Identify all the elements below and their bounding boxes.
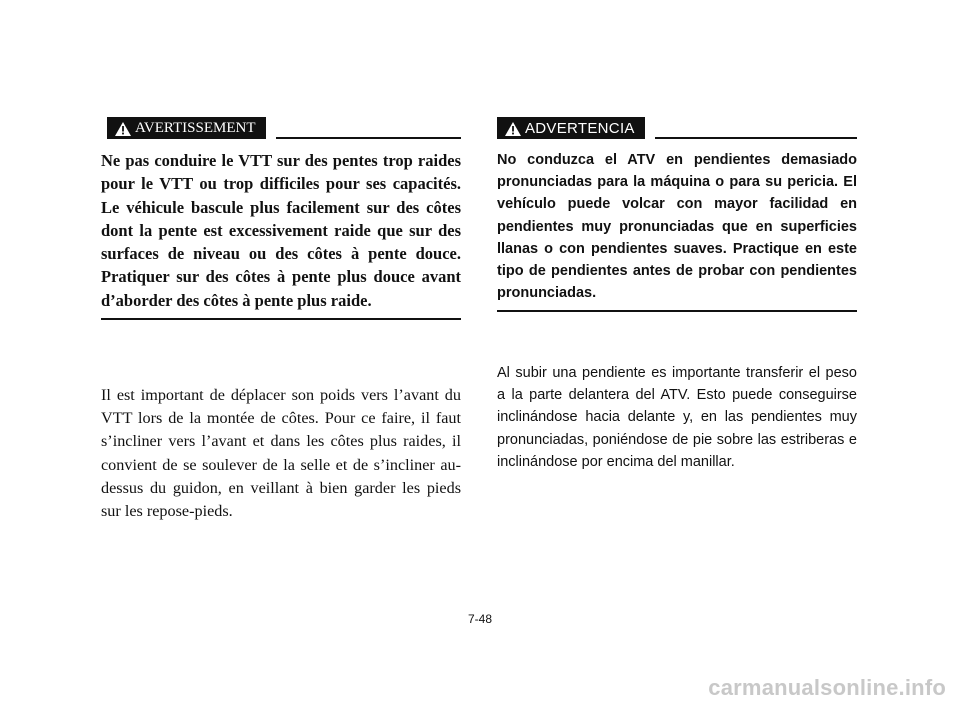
spanish-warning-rule — [497, 310, 857, 312]
french-body-text: Il est important de déplacer son poids vers l’avant du VTT lors de la montée de côtes. Pour ce faire, il faut s’incliner vers l’avant et dans les côtes plus raides, il convient de se soulever de la selle et de s’incliner au-dessus du guidon, en veillant à bien garder les pieds sur les repose-pieds. — [101, 386, 461, 521]
french-warning-badge — [107, 117, 266, 139]
spanish-warning-section — [497, 115, 857, 312]
french-header-rule — [276, 137, 462, 139]
spanish-header-rule — [655, 137, 857, 139]
french-warning-label: AVERTISSEMENT — [135, 120, 256, 136]
spanish-warning-badge — [497, 117, 645, 139]
warning-triangle-icon — [505, 122, 521, 136]
warning-triangle-icon — [115, 122, 131, 136]
french-warning-rule — [101, 318, 461, 320]
spanish-warning-header — [497, 115, 857, 141]
spanish-warning-text: No conduzca el ATV en pendientes demasiado pronunciadas para la máquina o para su pericia. El vehículo puede volcar con mayor facilidad en pendientes muy pronunciadas que en superficies llanas o con pendientes suaves. Practique en este tipo de pendientes antes de probar con pendientes pronunciadas. — [497, 152, 857, 302]
french-warning-section — [101, 115, 461, 320]
page-number: 7-48 — [467, 612, 493, 626]
french-warning-header — [101, 115, 461, 141]
spanish-body-text: Al subir una pendiente es importante transferir el peso a la parte delantera del ATV. Esto puede conseguirse inclinándose hacia delante y, en las pendientes muy pronunciadas, poniéndose de pie sobre las estriberas e inclinándose por encima del manillar. — [497, 365, 857, 470]
spanish-warning-label: ADVERTENCIA — [525, 120, 635, 137]
watermark: carmanualsonline.info — [708, 675, 946, 700]
french-warning-text: Ne pas conduire le VTT sur des pentes trop raides pour le VTT ou trop difficiles pour ses capacités. Le véhicule bascule plus facilement sur des côtes dont la pente est excessivement raide que sur des surfaces de niveau ou des côtes à pente douce. Pratiquer sur des côtes à pente plus douce avant d’aborder des côtes à pente plus raide. — [101, 151, 461, 310]
